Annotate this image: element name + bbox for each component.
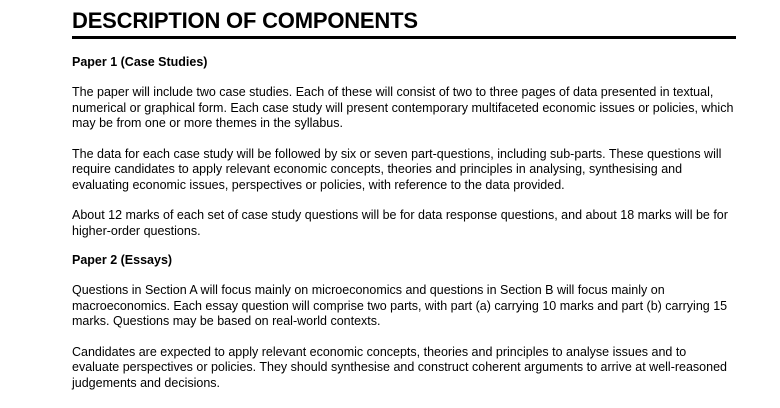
paper1-heading: Paper 1 (Case Studies) xyxy=(72,55,208,69)
paper2-paragraph-1: Questions in Section A will focus mainly on microeconomics and questions in Section B will focus mainly on macroeconomics. Each essay question will comprise two parts, with part (a) carrying 10 marks and part (b) carrying 15 marks. Questions may be based on real-world contexts. xyxy=(72,283,728,328)
paper2-paragraph-2: Candidates are expected to apply relevant economic concepts, theories and principles to analyse issues and to evaluate perspectives or policies. They should synthesise and construct coherent arguments to arrive at well-reasoned judgements and decisions. xyxy=(72,344,727,390)
document-page xyxy=(72,8,736,391)
paper1-paragraph-1: The paper will include two case studies. Each of these will consist of two to three pages of data presented in textual, numerical or graphical form. Each case study will present contemporary multifaceted economic issues or policies, which may be from one or more themes in the syllabus. xyxy=(72,85,734,130)
paper1-paragraph-2: The data for each case study will be followed by six or seven part-questions, including sub-parts. These questions will require candidates to apply relevant economic concepts, theories and principles in analysing, synthesising and evaluating economic issues, perspectives or policies, with reference to the data provided. xyxy=(72,146,722,192)
paper2-heading: Paper 2 (Essays) xyxy=(72,253,173,267)
page-title: DESCRIPTION OF COMPONENTS xyxy=(72,8,736,39)
paper1-paragraph-3: About 12 marks of each set of case study questions will be for data response questions, and about 18 marks will be for higher-order questions. xyxy=(72,208,728,238)
